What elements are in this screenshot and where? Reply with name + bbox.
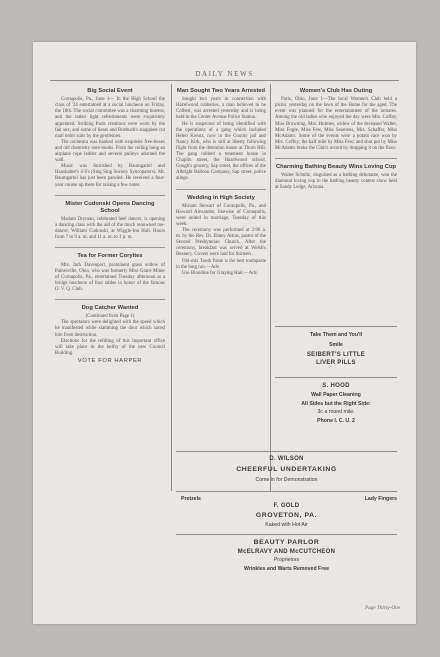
advertisement-line: Old-mix Tooth Paste is the best toothpaste in the long run.—Adv.: [176, 258, 266, 270]
article-paragraph: Miriam Stewart of Coraopolis, Pa., and Howard Alexander, likewise of Coraopolis, were united in marriage, Tuesday of this week.: [176, 203, 266, 227]
ad-liver-pills-title: LIVER PILLS: [316, 360, 356, 366]
ad-gold-line: Kaked with Hot Air: [265, 522, 308, 528]
ad-undertaking: [176, 456, 397, 483]
yearbook-page: [33, 42, 416, 624]
ad-liver-pills: [275, 332, 397, 366]
article-paragraph: Cornapolis, Pa., June 1— In the High School the class of '24 entertained at a social luncheon on Friday, the 18th. The social committee was a charming hostess, and the rather light refreshments were exquisitely appointed. Striking Paris creations were worn by the fair sex, and some of Sears and Roebuck's snappiest cut mail order suits by the gentlemen.: [55, 97, 165, 139]
ad-undertaking-line: Come in for Demonstration: [255, 477, 318, 483]
ad-beauty-parlor: [176, 539, 397, 572]
article-paragraph: Elections for the refilling of this important office will take place in the belfry of the new Council Building.: [55, 338, 165, 356]
article-paragraph: Walter Schultz, disguised as a bathing debutante, won the diamond loving cup in the bathing beauty contest show held at Sandy Ledge, Arizona.: [275, 173, 397, 191]
vote-slogan: VOTE FOR HARPER: [77, 357, 143, 364]
article-paragraph: Mrs. Jack Davenport, prominent grass widow of Painesville, Ohio, who was formerly Miss Grace Miner of Cornapolis, Pa., entertained Tuesday afternoon at a bridge luncheon of four tables in honor of the famous D. V. Q. Club.: [55, 262, 165, 292]
ad-divider: [176, 534, 397, 535]
ad-beauty-line: Proprietors: [273, 557, 300, 563]
ad-undertaking-name: D. WILSON: [269, 456, 304, 462]
ad-wall-paper-line: Wall Paper Cleaning: [311, 392, 361, 398]
page-number: Page Thirty-One: [364, 605, 400, 611]
column-right: [275, 88, 397, 192]
article-paragraph: Paris, Ohio, June 1—The local Women's Club held a picnic yesterday on the lawn of the Home for the aged. The event was planned for the entertainment of the inmates. Among the old ladies who enjoyed the day were Mrs. Coffey, Miss Browning, Mrs. Holmes, widow of the deceased Walter, Miss Fogle, Miss Few, Miss Seamens, Mrs. Schaffer, Miss McAdams. Some of the events were a potato race won by Mrs. Coffey; the half mile by Miss Few; and shot put by Miss McAdams broke the Club's record by dropping it on the floor.: [275, 97, 397, 151]
article-divider: [55, 299, 165, 300]
headline-tea: Tea for Former Coryites: [77, 253, 143, 260]
ad-pretzels-label: Pretzels: [181, 496, 201, 502]
ad-liver-pills-title: SEIBERT'S LITTLE: [306, 352, 366, 358]
ad-beauty-title: BEAUTY PARLOR: [253, 539, 320, 546]
article-paragraph: The ceremony was performed at 2:00 a. m. by the Rev. Dr. Ebney Attras, pastor of the Second Presbyterian Church. After the ceremony, breakfast was served at Welsh's Beanery. Covers were laid for thirteen.: [176, 228, 266, 258]
newspaper-header: DAILY NEWS: [195, 70, 254, 78]
ad-gold-name: F. GOLD: [273, 503, 300, 509]
headline-bathing-beauty: Charming Bathing Beauty Wins Loving Cup: [275, 164, 397, 171]
ad-lady-fingers-label: Lady Fingers: [364, 496, 397, 502]
ad-liver-pills-line: Smile: [329, 342, 343, 348]
ad-gold-bakery: [176, 503, 397, 528]
article-paragraph: He is suspected of being identified with the operations of a gang which included Helen Kreutz, now in the County jail and Nancy Kirk, who is still at liberty following flight from the detention house at Thorn Hill. The gang robbed a tenement house in Chaplin street, the Hazelwood school, Gough's grocery, Sap street, the offices of the Albright Balloon Company, Sap street, police allege.: [176, 121, 266, 182]
ad-divider: [176, 491, 397, 492]
ad-wall-paper-line: Phone I. C. U. 2: [317, 418, 355, 424]
ad-wall-paper-line: All Sides but the Right Side:: [301, 401, 371, 407]
article-divider: [176, 189, 266, 190]
ad-divider: [275, 326, 397, 327]
ad-undertaking-title: CHEERFUL UNDERTAKING: [236, 466, 337, 473]
headline-dog-catcher: Dog Catcher Wanted: [81, 305, 139, 312]
column-rule-left: [171, 84, 172, 491]
column-rule-right: [270, 84, 271, 491]
article-divider: [275, 158, 397, 159]
article-paragraph: Music was furnished by Baumgartel and Haushalter's 4 S's (Sing Sing Society Syncopators). Mr. Baumgartel has just been paroled. He received a four-year course up there for raising a few notes.: [55, 164, 165, 188]
ad-divider: [176, 451, 397, 452]
advertisement-line: Use Bloodine for Graying Hair.—Adv.: [182, 270, 259, 276]
headline-wedding: Wedding in High Society: [187, 194, 255, 201]
article-divider: [55, 195, 165, 196]
ad-wall-paper-title: S. HOOD: [322, 383, 350, 389]
ad-wall-paper-line: 3c a round mile.: [317, 409, 355, 415]
ad-beauty-line: Wrinkles and Warts Removed Free: [243, 566, 330, 572]
ad-beauty-owners: McELRAVY AND McCUTCHEON: [237, 549, 336, 555]
header-rule: [50, 80, 399, 81]
ad-gold-town: GROVETON, PA.: [255, 512, 318, 519]
headline-big-social-event: Big Social Event: [87, 88, 133, 94]
article-divider: [55, 247, 165, 248]
headline-womens-club: Women's Club Has Outing: [299, 88, 373, 94]
headline-dancing-school: Mister Cudonski Opens Dancing School: [65, 200, 155, 214]
article-paragraph: Madam Dryman, celebrated heel dancer, is opening a dancing class with the aid of the much renowned toe-dancer, William Cudonski, at Wiggle-Inn Hall. Hours from 7 to 9 a. m. and 11 a. m. to 1 p. m.: [55, 217, 165, 241]
article-paragraph: Sought two years in connection with Hazelwood robberies, a man believed to be Colbert, was arrested yesterday and is being held in the Center Avenue Police Station.: [176, 97, 266, 121]
article-continuation-note: (Continued from Page 1): [85, 314, 135, 320]
article-paragraph: The spectators were delighted with the speed which he manifested while slamming the door which saved him from destruction.: [55, 320, 165, 338]
column-left: [55, 88, 165, 364]
article-paragraph: The orchestra was banked with exquisite free-boxes and old chemistry note-books. From the ceiling hung an airplane rope ladder and several pulleys adorned the wall.: [55, 139, 165, 164]
ad-divider: [275, 377, 397, 378]
headline-man-arrested: Man Sought Two Years Arrested: [176, 88, 266, 94]
ad-liver-pills-line: Take Them and You'll: [309, 332, 363, 338]
ad-wall-paper: [275, 383, 397, 424]
column-middle: [176, 88, 266, 277]
